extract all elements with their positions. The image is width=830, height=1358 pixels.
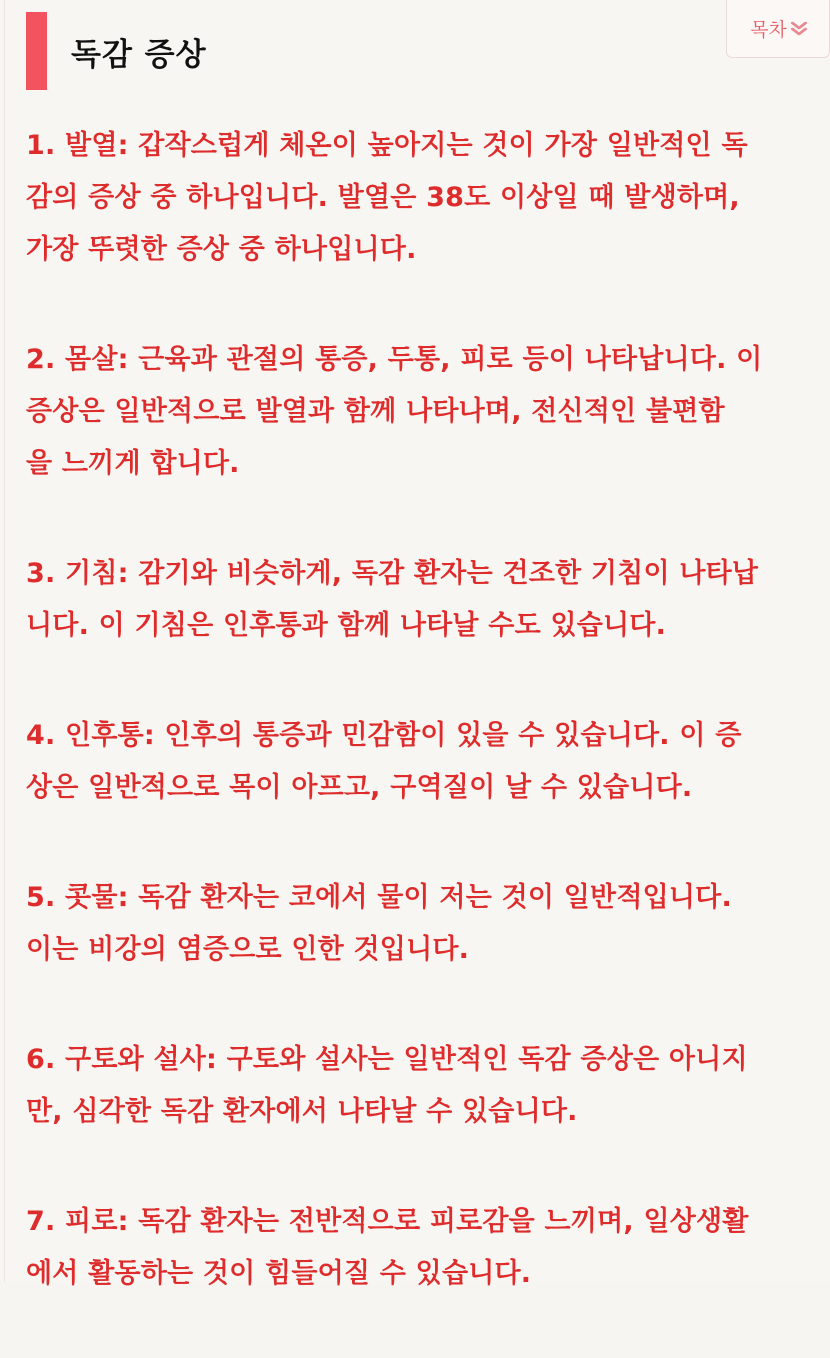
symptom-item-sore-throat [26, 710, 808, 814]
symptom-item-fever [26, 120, 808, 276]
symptom-list [26, 120, 808, 1358]
symptom-item-cough [26, 548, 808, 652]
item-line: 4. 인후통: 인후의 통증과 민감함이 있을 수 있습니다. 이 증 [26, 720, 742, 751]
item-line: 1. 발열: 갑작스럽게 체온이 높아지는 것이 가장 일반적인 독 [26, 130, 748, 161]
symptom-item-body-ache [26, 334, 808, 490]
item-line: 상은 일반적으로 목이 아프고, 구역질이 날 수 있습니다. [26, 772, 693, 803]
item-line: 니다. 이 기침은 인후통과 함께 나타날 수도 있습니다. [26, 610, 667, 641]
left-border [4, 0, 5, 1282]
item-line: 이는 비강의 염증으로 인한 것입니다. [26, 934, 470, 965]
symptom-item-runny-nose [26, 872, 808, 976]
item-line: 가장 뚜렷한 증상 중 하나입니다. [26, 234, 417, 265]
item-line: 을 느끼게 합니다. [26, 448, 240, 479]
item-line: 6. 구토와 설사: 구토와 설사는 일반적인 독감 증상은 아니지 [26, 1044, 748, 1075]
item-line: 3. 기침: 감기와 비슷하게, 독감 환자는 건조한 기침이 나타납 [26, 558, 759, 589]
item-line: 증상은 일반적으로 발열과 함께 나타나며, 전신적인 불편함 [26, 396, 725, 427]
symptom-item-fatigue [26, 1196, 808, 1300]
item-line: 만, 심각한 독감 환자에서 나타날 수 있습니다. [26, 1096, 578, 1127]
item-line: 2. 몸살: 근육과 관절의 통증, 두통, 피로 등이 나타납니다. 이 [26, 344, 763, 375]
toc-button[interactable] [726, 0, 830, 58]
page-title: 독감 증상 [71, 36, 207, 73]
toc-label: 목차 [750, 19, 787, 41]
symptom-item-vomiting-diarrhea [26, 1034, 808, 1138]
section-heading [26, 12, 207, 90]
item-line: 감의 증상 중 하나입니다. 발열은 38도 이상일 때 발생하며, [26, 182, 740, 213]
item-line: 5. 콧물: 독감 환자는 코에서 물이 저는 것이 일반적입니다. [26, 882, 732, 913]
heading-accent-bar [26, 12, 47, 90]
item-line: 7. 피로: 독감 환자는 전반적으로 피로감을 느끼며, 일상생활 [26, 1206, 749, 1237]
item-line: 에서 활동하는 것이 힘들어질 수 있습니다. [26, 1258, 532, 1289]
double-chevron-down-icon [790, 21, 808, 37]
